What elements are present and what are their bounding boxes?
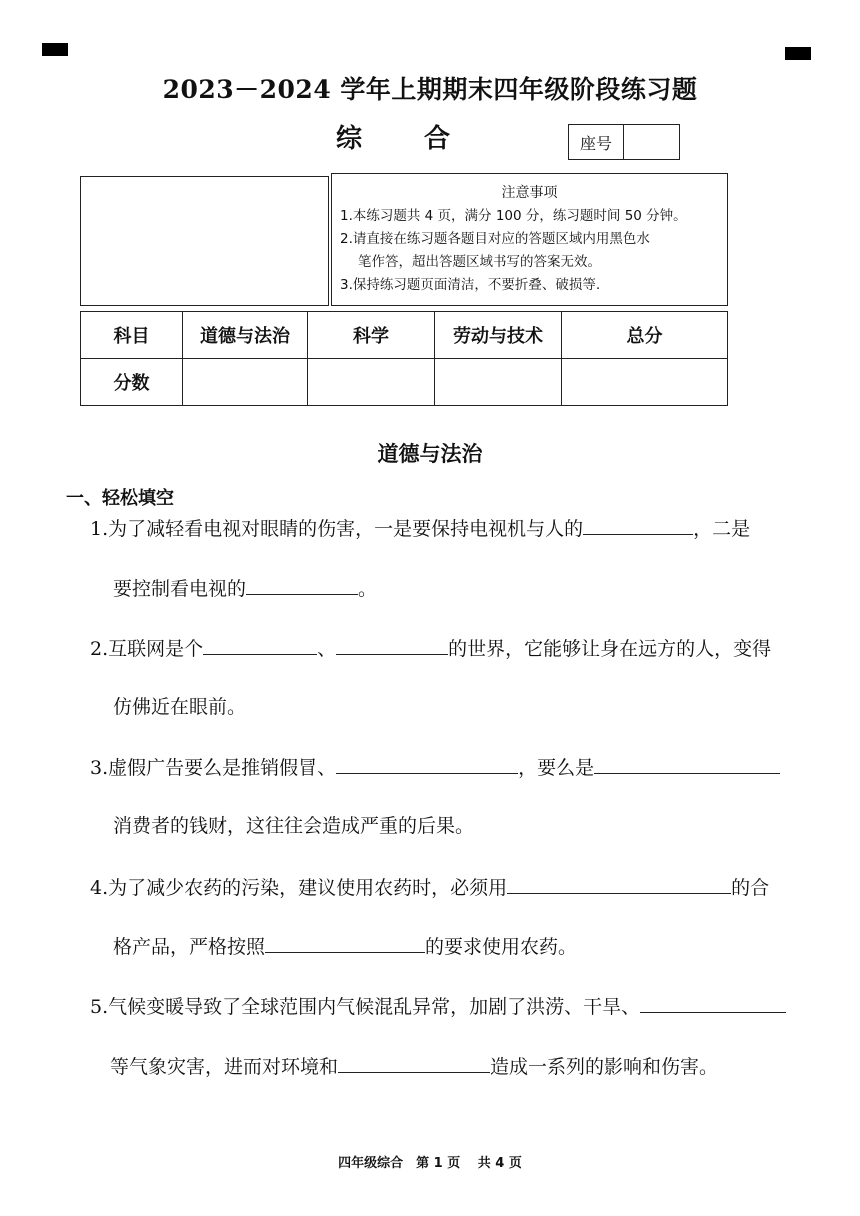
- question-4-line-1: [90, 873, 769, 901]
- question-2-line-2: [113, 694, 246, 720]
- answer-blank[interactable]: [246, 574, 358, 595]
- part-title: 一、轻松填空: [66, 488, 174, 509]
- registration-mark-right: [785, 47, 811, 60]
- answer-blank[interactable]: [203, 634, 317, 655]
- notice-item-2b: 笔作答，超出答题区域书写的答案无效。: [358, 254, 601, 270]
- question-text: ，二是: [693, 518, 751, 540]
- question-3-line-1: [90, 753, 780, 781]
- question-text: 等气象灾害，进而对环境和: [110, 1056, 339, 1078]
- score-header-science: 科学: [308, 312, 435, 359]
- question-text: 、: [317, 638, 337, 660]
- question-text: 造成一系列的影响和伤害。: [490, 1056, 719, 1078]
- score-table-score-row: [81, 359, 728, 406]
- notice-box: [331, 173, 728, 306]
- answer-blank[interactable]: [594, 753, 780, 774]
- registration-mark-left: [42, 43, 68, 56]
- question-5-line-1: [90, 992, 786, 1020]
- question-text: 格产品，严格按照: [113, 936, 266, 958]
- answer-blank[interactable]: [640, 992, 786, 1013]
- answer-blank[interactable]: [338, 1052, 490, 1073]
- question-text: 的要求使用农药。: [425, 936, 578, 958]
- question-text: 消费者的钱财，这往往会造成严重的后果。: [113, 815, 475, 837]
- question-text: 的世界，它能够让身在远方的人，变得: [448, 638, 772, 660]
- notice-item-2a: 2.请直接在练习题各题目对应的答题区域内用黑色水: [340, 231, 650, 247]
- question-text: 5.气候变暖导致了全球范围内气候混乱异常，加剧了洪涝、干旱、: [90, 996, 641, 1018]
- score-cell-labor[interactable]: [435, 359, 562, 406]
- score-header-subject: 科目: [81, 312, 183, 359]
- question-4-line-2: [113, 932, 577, 960]
- score-row-label: 分数: [81, 359, 183, 406]
- question-text: 4.为了减少农药的污染，建议使用农药时，必须用: [90, 877, 508, 899]
- exam-title: 2023－2024 学年上期期末四年级阶段练习题: [162, 75, 698, 104]
- question-1-line-2: [113, 574, 377, 602]
- question-text: 2.互联网是个: [90, 638, 204, 660]
- question-3-line-2: [113, 813, 474, 839]
- question-text: 的合: [731, 877, 770, 899]
- question-text: ，要么是: [518, 757, 595, 779]
- seat-number-box: [568, 124, 680, 160]
- score-cell-science[interactable]: [308, 359, 435, 406]
- answer-blank[interactable]: [336, 753, 518, 774]
- question-2-line-1: [90, 634, 771, 662]
- question-1-line-1: [90, 514, 750, 542]
- seat-number-label: 座号: [569, 125, 624, 159]
- barcode-area: [80, 176, 329, 306]
- answer-blank[interactable]: [336, 634, 448, 655]
- question-text: 要控制看电视的: [113, 578, 247, 600]
- score-cell-total[interactable]: [562, 359, 728, 406]
- section-title: 道德与法治: [377, 442, 483, 466]
- question-text: 3.虚假广告要么是推销假冒、: [90, 757, 337, 779]
- notice-item-3: 3.保持练习题页面清洁，不要折叠、破损等.: [340, 277, 601, 293]
- answer-blank[interactable]: [265, 932, 425, 953]
- score-table-header-row: [81, 312, 728, 359]
- notice-heading: 注意事项: [501, 185, 558, 201]
- question-text: 1.为了减轻看电视对眼睛的伤害，一是要保持电视机与人的: [90, 518, 584, 540]
- answer-blank[interactable]: [583, 514, 693, 535]
- notice-item-1: 1.本练习题共 4 页，满分 100 分，练习题时间 50 分钟。: [340, 208, 687, 224]
- answer-blank[interactable]: [507, 873, 731, 894]
- page-footer: 四年级综合 第 1 页 共 4 页: [338, 1156, 522, 1171]
- score-header-total: 总分: [562, 312, 728, 359]
- score-cell-morality[interactable]: [183, 359, 308, 406]
- exam-subject: 综合: [336, 124, 513, 154]
- question-text: 仿佛近在眼前。: [113, 696, 247, 718]
- score-header-morality: 道德与法治: [183, 312, 308, 359]
- score-table: [80, 311, 728, 406]
- question-text: 。: [358, 578, 378, 600]
- question-5-line-2: [110, 1052, 718, 1080]
- score-header-labor: 劳动与技术: [435, 312, 562, 359]
- seat-number-field[interactable]: [624, 125, 679, 159]
